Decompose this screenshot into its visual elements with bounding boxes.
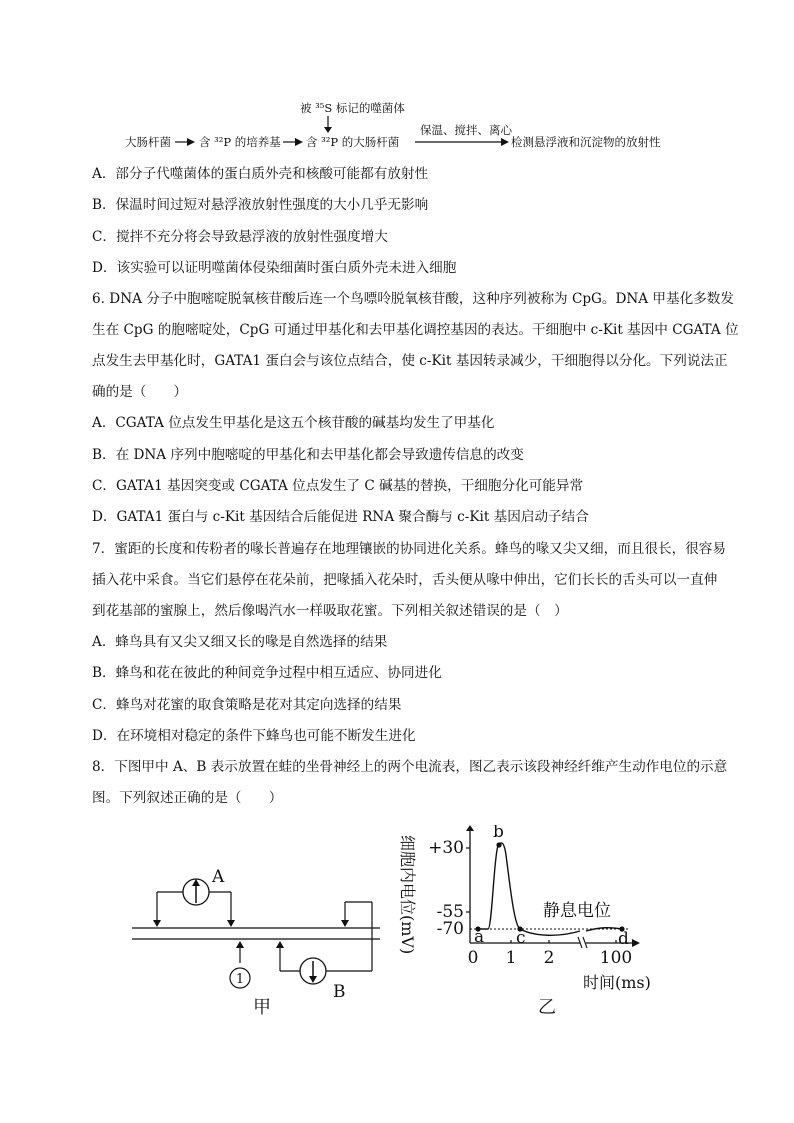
- y-tick-plus30: +30: [428, 838, 464, 858]
- q7-stem-line-2: 插入花中采食。当它们悬停在花朵前，把喙插入花朵时，舌头便从喙中伸出，它们长长的舌头可以一直伸: [92, 572, 718, 588]
- q7-option-a: A．蜂鸟具有又尖又细又长的喙是自然选择的结果: [92, 634, 388, 650]
- q6-option-b: B．在 DNA 序列中胞嘧啶的甲基化和去甲基化都会导致遗传信息的改变: [92, 447, 524, 463]
- point-d-label: d: [618, 929, 629, 949]
- point-a-label: a: [474, 927, 485, 947]
- q7-stem-line-3: 到花基部的蜜腺上，然后像喝汽水一样吸取花蜜。下列相关叙述错误的是（ ）: [92, 603, 568, 619]
- phage-experiment-flow: [125, 100, 685, 155]
- x-tick-2: 2: [543, 948, 555, 968]
- q6-option-d: D．GATA1 蛋白与 c-Kit 基因结合后能促进 RNA 聚合酶与 c-Kit 基因启动子结合: [92, 509, 589, 525]
- y-tick-minus70: -70: [436, 919, 464, 939]
- electrode-arrow: [341, 920, 349, 927]
- q7-stem-line-1: 7．蜜距的长度和传粉者的喙长普遍存在地理镶嵌的协同进化关系。蜂鸟的喙又尖又细，而且很长，很容易: [92, 541, 726, 557]
- meter-b-label: B: [333, 982, 346, 1002]
- q5-option-c: C．搅拌不充分将会导致悬浮液的放射性强度增大: [92, 229, 388, 245]
- figure-jia: [132, 867, 380, 1018]
- y-axis-label: 细胞内电位(mV): [398, 835, 417, 955]
- q6-stem-line-4: 确的是（ ）: [92, 384, 188, 400]
- q6-stem-line-2: 生在 CpG 的胞嘧啶处，CpG 可通过甲基化和去甲基化调控基因的表达。干细胞中 c-Kit 基因中 CGATA 位: [92, 322, 739, 338]
- flow-node-2: 含 ³²P 的培养基: [199, 135, 281, 149]
- q7-option-c: C．蜂鸟对花蜜的取食策略是花对其定向选择的结果: [92, 697, 402, 713]
- point-b-label: b: [493, 825, 504, 842]
- q5-option-a: A．部分子代噬菌体的蛋白质外壳和核酸可能都有放射性: [92, 166, 429, 182]
- x-tick-1: 1: [505, 948, 517, 968]
- figure-yi: [398, 825, 651, 1018]
- figure-jia-caption: 甲: [253, 997, 271, 1018]
- point-b-dot: [496, 842, 501, 847]
- flow-arrow-3: [501, 138, 509, 146]
- stimulus-arrow: [236, 941, 244, 948]
- flow-arrow-1: [187, 138, 195, 146]
- flow-top-label: 被 ³⁵S 标记的噬菌体: [300, 101, 405, 115]
- x-axis-label: 时间(ms): [583, 973, 651, 992]
- flow-node-3: 含 ³²P 的大肠杆菌: [306, 135, 400, 149]
- figure-yi-caption: 乙: [538, 997, 556, 1018]
- q7-option-b: B．蜂鸟和花在彼此的种间竞争过程中相互适应、协同进化: [92, 665, 442, 681]
- electrode-arrow: [153, 920, 161, 927]
- q6-stem-line-3: 点发生去甲基化时，GATA1 蛋白会与该位点结合，使 c-Kit 基因转录减少，干细胞得以分化。下列说法正: [92, 353, 728, 369]
- point-1-label: 1: [235, 972, 245, 987]
- resting-potential-label: 静息电位: [543, 901, 611, 921]
- electrode-arrow: [227, 920, 235, 927]
- q8-stem-line-2: 图。下列叙述正确的是（ ）: [92, 790, 283, 806]
- y-tick-minus55: -55: [436, 902, 464, 922]
- x-tick-0: 0: [467, 948, 479, 968]
- meter-a-label: A: [212, 867, 225, 887]
- q6-stem-line-1: 6. DNA 分子中胞嘧啶脱氧核苷酸后连一个鸟嘌呤脱氧核苷酸，这种序列被称为 CpG。DNA 甲基化多数发: [92, 291, 734, 307]
- x-tick-100: 100: [599, 948, 633, 968]
- q8-stem-line-1: 8．下图甲中 A、B 表示放置在蛙的坐骨神经上的两个电流表，图乙表示该段神经纤维产生动作电位的示意: [92, 759, 728, 775]
- point-c-label: c: [516, 928, 526, 948]
- flow-arrow-2: [295, 138, 303, 146]
- q7-option-d: D．在环境相对稳定的条件下蜂鸟也可能不断发生进化: [92, 728, 416, 744]
- q5-option-d: D．该实验可以证明噬菌体侵染细菌时蛋白质外壳未进入细胞: [92, 260, 457, 276]
- q6-option-c: C．GATA1 基因突变或 CGATA 位点发生了 C 碱基的替换，干细胞分化可能异常: [92, 478, 584, 494]
- flow-node-1: 大肠杆菌: [125, 135, 171, 149]
- q6-option-a: A．CGATA 位点发生甲基化是这五个核苷酸的碱基均发生了甲基化: [92, 415, 495, 431]
- flow-node-4: 检测悬浮液和沉淀物的放射性: [511, 135, 661, 149]
- q5-option-b: B．保温时间过短对悬浮液放射性强度的大小几乎无影响: [92, 197, 429, 213]
- flow-step-label: 保温、搅拌、离心: [420, 123, 512, 137]
- q8-figures: [130, 825, 670, 1020]
- electrode-arrow: [276, 941, 284, 948]
- action-potential-curve: [478, 843, 580, 935]
- flow-down-arrow-head: [324, 127, 332, 133]
